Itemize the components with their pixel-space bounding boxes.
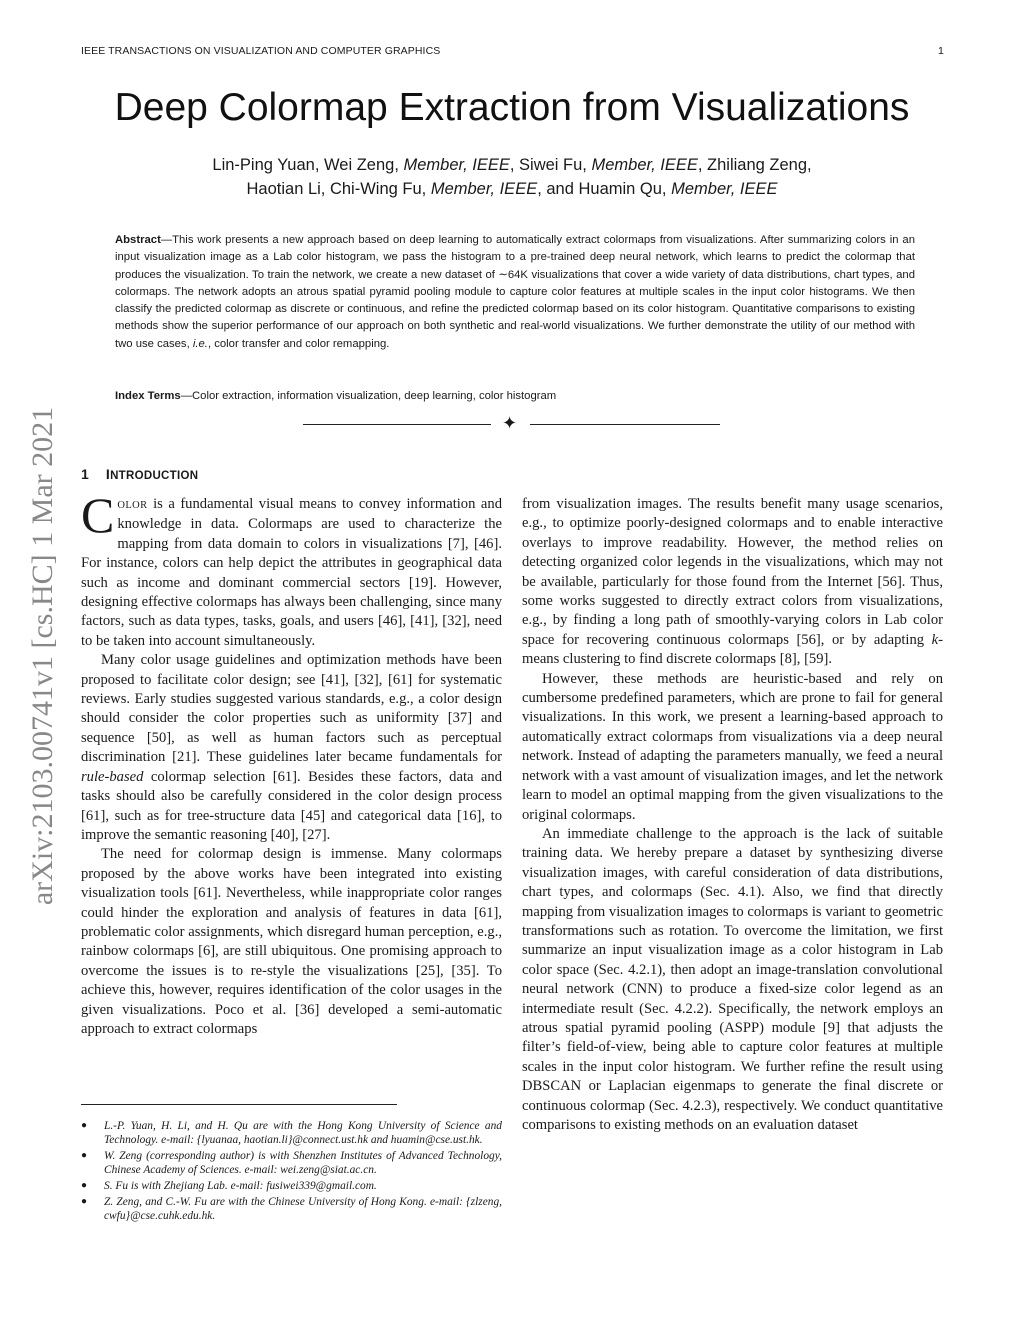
author-text: Haotian Li, Chi-Wing Fu, xyxy=(246,180,431,198)
footnote-text: W. Zeng (corresponding author) is with Shenzhen Institutes of Advanced Technology, Chinese Academy of Sciences. e-mail: wei.zeng@siat.ac.cn. xyxy=(104,1150,502,1176)
author-affil: Member, IEEE xyxy=(430,180,538,198)
paragraph: An immediate challenge to the approach is the lack of suitable training data. We hereby prepare a dataset by synthesizing diverse visualization images, with careful consideration of data distributions, chart types, and colormaps (Sec. 4.1). Also, we find that directly mapping from visualization images to colormaps is variant to geometric transformations such as rotation. To overcome the limitation, we first summarize an input visualization image as a color histogram in Lab color space (Sec. 4.2.1), then adopt an image-translation convolutional neural network (CNN) to produce a fixed-size color legend as an intermediate result (Sec. 4.2.2). Specifically, the network employs an atrous spatial pyramid pooling (ASPP) module [9] that adjusts the filter’s field-of-view, being able to capture color features at multiple scales in the input color histogram. We further refine the result using DBSCAN or Laplacian eigenmaps to generate the final discrete or continuous colormap (Sec. 4.2.3), respectively. We conduct quantitative comparisons to existing methods on an evaluation dataset xyxy=(522,825,943,1133)
separator-diamond-icon: ✦ xyxy=(502,413,518,433)
author-line-1 xyxy=(0,156,1024,175)
paragraph: However, these methods are heuristic-based and rely on cumbersome predefined parameters, which are prone to fail for general visualizations. In this work, we present a learning-based approach to automatically extract colormaps from visualizations via a deep neural network. Instead of adapting the parameters manually, we feed a neural network with a vast amount of visualization images, and let the network learn to model an optimal mapping from the given visualizations to the original colormaps. xyxy=(522,670,943,823)
author-text: , Zhiliang Zeng, xyxy=(697,156,812,174)
bullet-icon: ● xyxy=(81,1180,88,1191)
footnote-text: Z. Zeng, and C.-W. Fu are with the Chinese University of Hong Kong. e-mail: {zlzeng, cwfu}@cse.cuhk.edu.hk. xyxy=(104,1196,502,1222)
footnote xyxy=(81,1179,502,1193)
section-title-rest: NTRODUCTION xyxy=(110,470,199,482)
author-affil: Member, IEEE xyxy=(403,156,510,174)
index-terms xyxy=(115,388,915,405)
right-column xyxy=(522,495,943,1135)
abstract-text: —This work presents a new approach based on deep learning to automatically extract colormaps from visualizations. After summarizing colors in an input visualization image as a Lab color histogram, we pass the histogram to a pre-trained deep neural network, which learns to predict the colormap that produces the visualization. To train the network, we create a new dataset of ∼64K visualizations that cover a wide variety of data distributions, chart types, and colormaps. The network adopts an atrous spatial pyramid pooling module to capture color features at multiple scales in the input color histograms. We then classify the predicted colormap as discrete or continuous, and refine the predicted colormap based on its color histogram. Quantitative comparisons to existing methods show the superior performance of our approach on both synthetic and real-world visualizations. We further demonstrate the utility of our method with two use cases, xyxy=(115,234,915,350)
author-text: Lin-Ping Yuan, Wei Zeng, xyxy=(212,156,404,174)
paragraph-text: Many color usage guidelines and optimization methods have been proposed to facilitate color design; see [41], [32], [61] for systematic reviews. Early studies suggested various standards, e.g., a color design should consider the color properties such as uniformity [37] and sequence [50], as well as human factors such as perceptual discrimination [21]. These guidelines later became fundamentals for xyxy=(81,652,502,766)
footnotes xyxy=(81,1119,502,1225)
section-heading xyxy=(81,466,198,482)
paragraph: The need for colormap design is immense. Many colormaps proposed by the above works have been integrated into existing visualization tools [61]. Nevertheless, while inappropriate color ranges could hinder the exploration and analysis of features in data [61], problematic color assignments, which disregard human perception, e.g., rainbow colormaps [6], are still ubiquitous. One promising approach to overcome the issues is to re-style the visualizations [25], [35]. To achieve this, however, requires identification of the color usages in the given visualizations. Poco et al. [36] developed a semi-automatic approach to extract colormaps xyxy=(81,846,502,1037)
paragraph xyxy=(81,651,502,845)
bullet-icon: ● xyxy=(81,1150,88,1161)
drop-cap: C xyxy=(81,487,115,543)
footnote-rule xyxy=(81,1104,397,1105)
bullet-icon: ● xyxy=(81,1196,88,1207)
footnote xyxy=(81,1195,502,1223)
index-terms-label: Index Terms xyxy=(115,390,181,402)
footnote xyxy=(81,1119,502,1147)
paragraph-text: colormap selection [61]. Besides these factors, data and tasks should also be carefully considered in the color design process [61], such as for tree-structure data [45] and categorical data [16], to improve the semantic reasoning [40], [27]. xyxy=(81,768,502,843)
abstract-label: Abstract xyxy=(115,234,161,246)
footnote-text: L.-P. Yuan, H. Li, and H. Qu are with the Hong Kong University of Science and Technology. e-mail: {lyuanaa, haotian.li}@connect.ust.hk and huamin@cse.ust.hk. xyxy=(104,1120,502,1146)
emphasis: rule-based xyxy=(81,768,144,785)
footnote-text: S. Fu is with Zhejiang Lab. e-mail: fusiwei339@gmail.com. xyxy=(104,1180,377,1192)
paragraph-text: -means clustering to find discrete colormaps [8], [59]. xyxy=(522,631,943,668)
smallcaps-word: OLOR xyxy=(117,500,148,511)
footnote xyxy=(81,1149,502,1177)
section-first-letter: I xyxy=(105,466,111,482)
abstract-text-end: , color transfer and color remapping. xyxy=(207,337,390,350)
index-terms-text: —Color extraction, information visualization, deep learning, color histogram xyxy=(180,390,557,402)
section-number: 1 xyxy=(81,466,90,482)
separator-rule-left xyxy=(303,424,491,425)
separator-rule-right xyxy=(530,424,720,425)
paper-title: Deep Colormap Extraction from Visualizations xyxy=(114,86,910,129)
arxiv-identifier[interactable]: arXiv:2103.00741v1 [cs.HC] 1 Mar 2021 xyxy=(26,406,59,906)
paragraph-text: is a fundamental visual means to convey information and knowledge in data. Colormaps are used to characterize the mapping from data domain to colors in visualizations [7], [46]. For instance, colors can help depict the attributes in geographical data such as income and dominant commercial sectors [19]. However, designing effective colormaps has always been challenging, since many factors, such as data types, tasks, goals, and users [46], [41], [32], need to be taken into account simultaneously. xyxy=(81,496,502,649)
paragraph-text: from visualization images. The results benefit many usage scenarios, e.g., to optimize poorly-designed colormaps and to enable interactive overlays to improve readability. However, the method relies on detecting organized color legends in the visualizations, which may not be available, particularly for those found from the Internet [56]. Thus, some works suggested to directly extract colors from visualizations, e.g., by finding a long path of smoothly-varying colors in Lab color space for recovering continuous colormaps [56], or by adapting xyxy=(522,496,943,648)
author-line-2 xyxy=(0,180,1024,199)
paragraph xyxy=(81,487,502,651)
running-head: IEEE TRANSACTIONS ON VISUALIZATION AND COMPUTER GRAPHICS xyxy=(81,45,441,57)
author-affil: Member, IEEE xyxy=(591,156,698,174)
paragraph xyxy=(522,495,943,670)
author-affil: Member, IEEE xyxy=(671,180,778,198)
page-number: 1 xyxy=(938,45,944,57)
abstract xyxy=(115,232,915,353)
left-column xyxy=(81,487,502,1039)
author-text: , Siwei Fu, xyxy=(509,156,592,174)
abstract-ie: i.e. xyxy=(192,337,208,350)
bullet-icon: ● xyxy=(81,1120,88,1131)
emphasis: k xyxy=(931,631,939,648)
author-text: , and Huamin Qu, xyxy=(537,180,672,198)
